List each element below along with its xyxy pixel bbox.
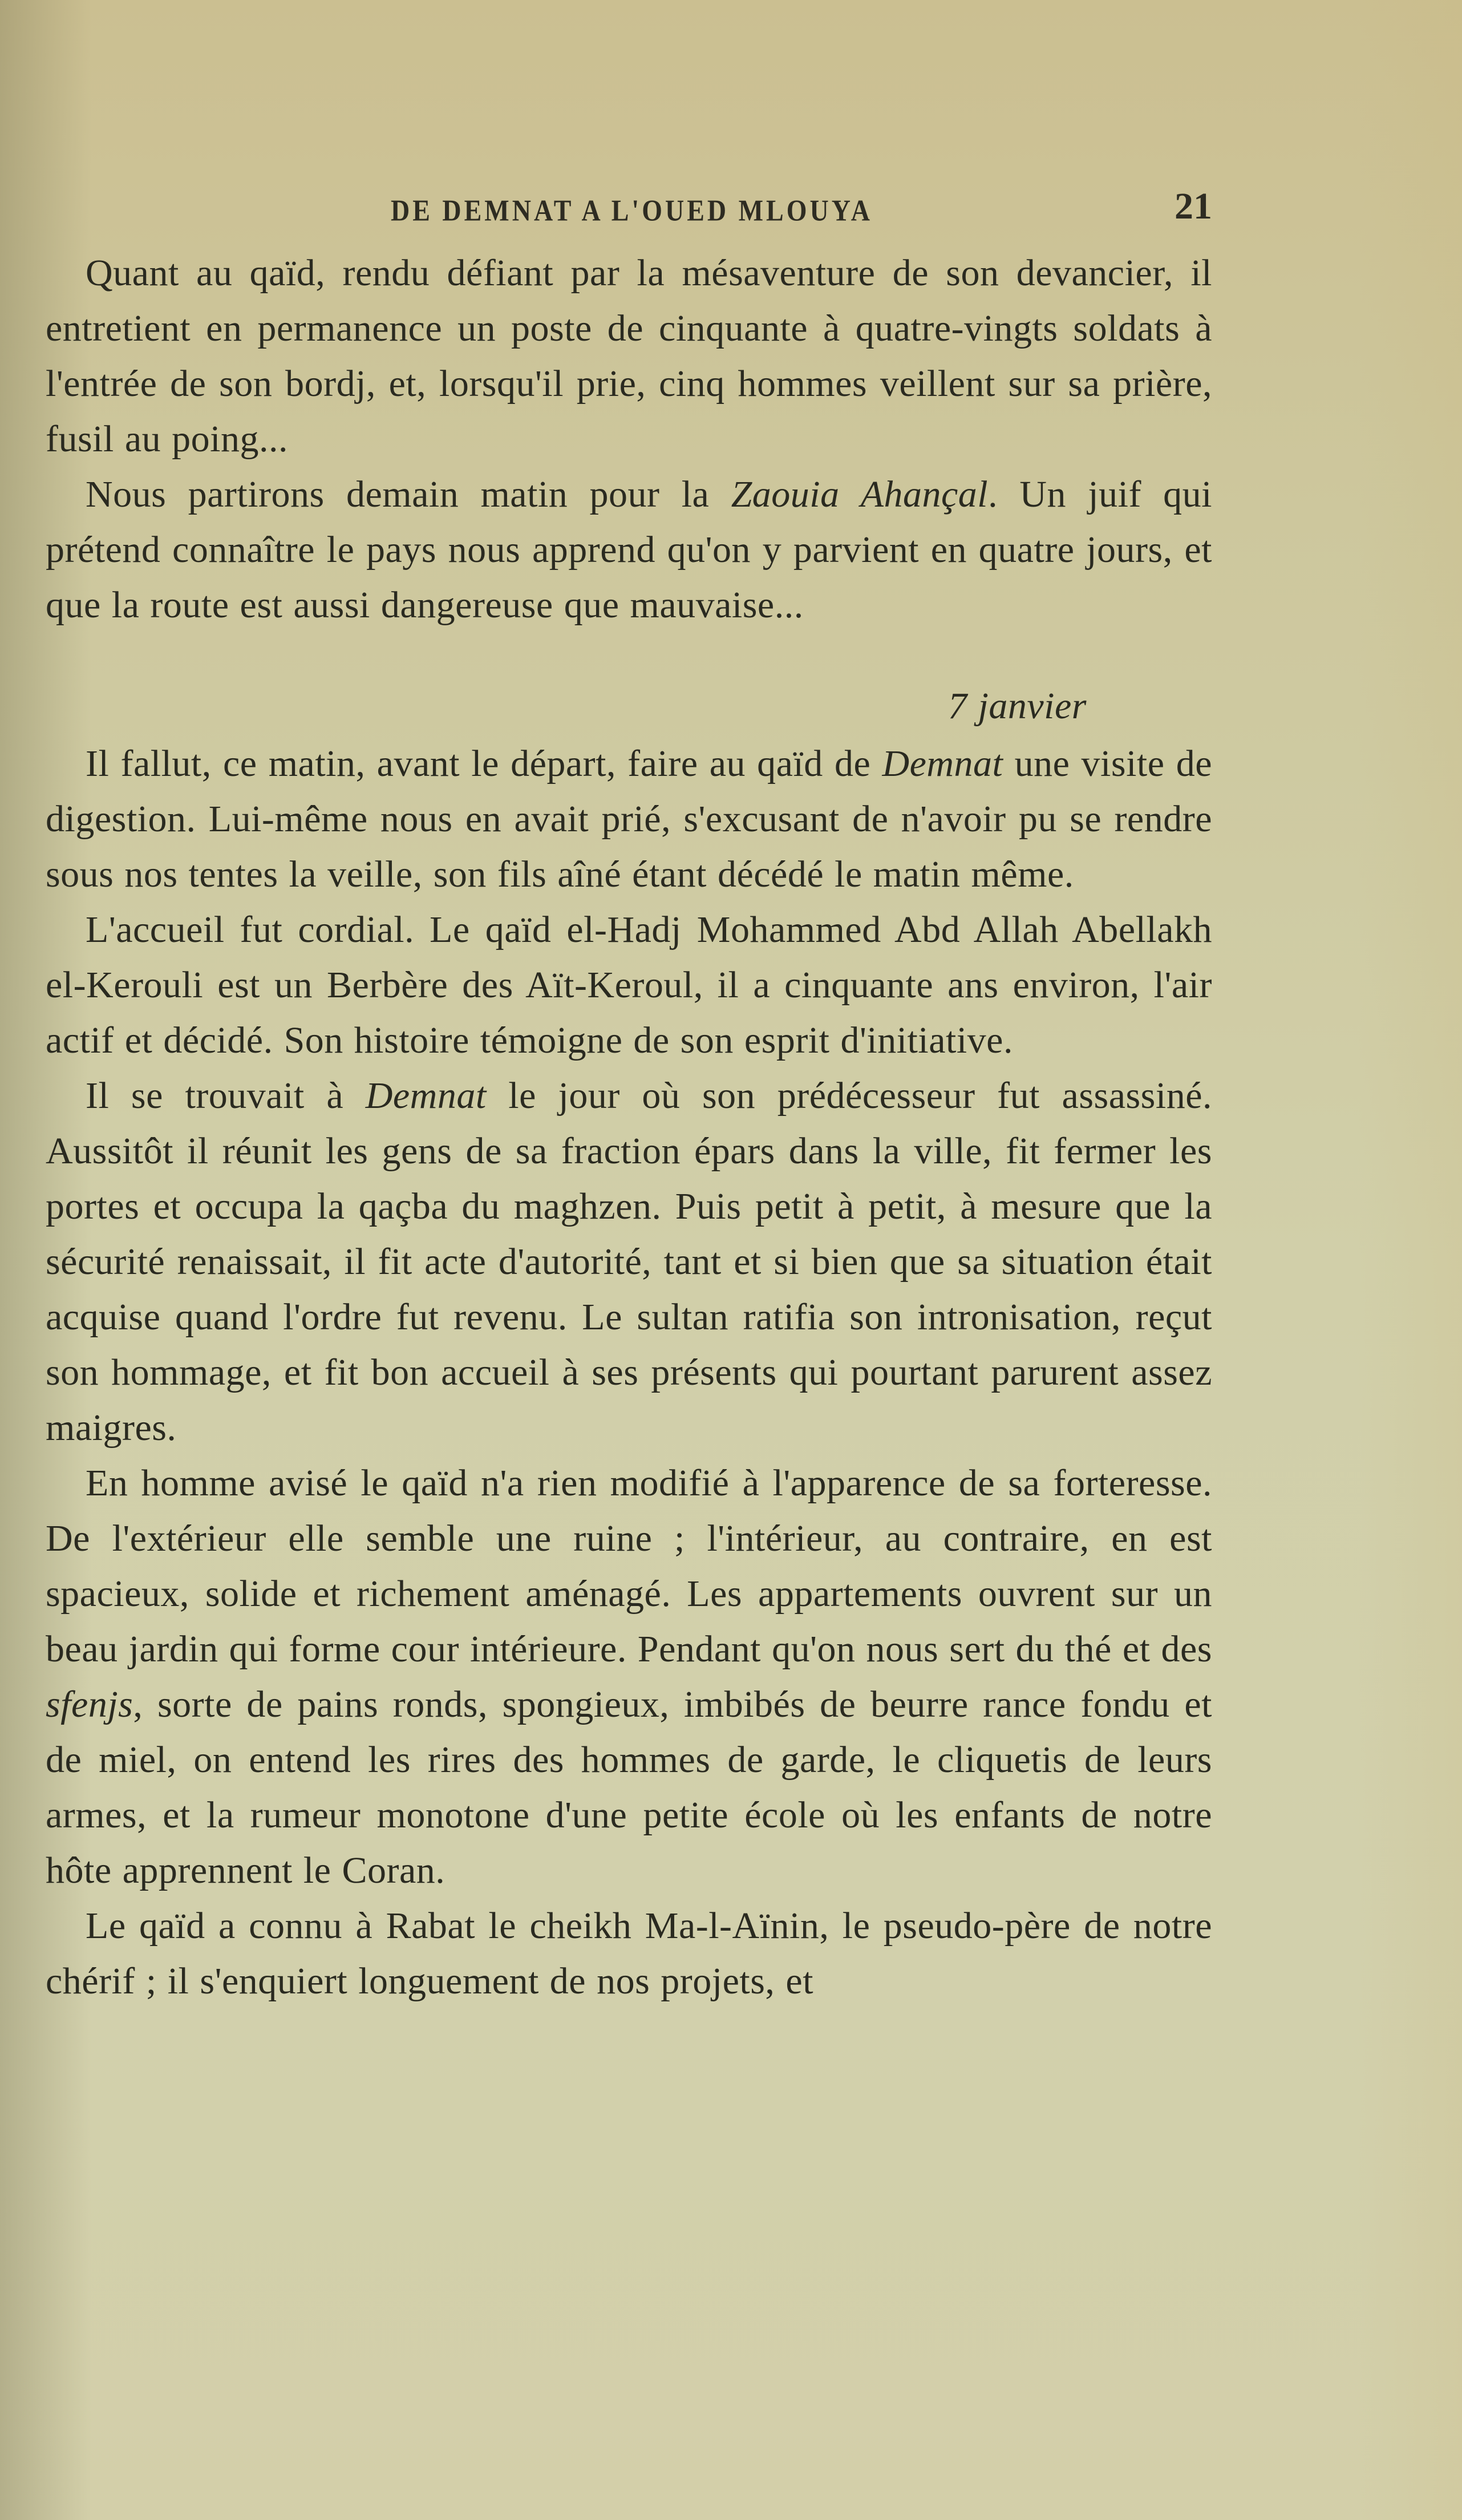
paragraph	[46, 1898, 1212, 2009]
text-segment: L'accueil fut cordial. Le qaïd el-Hadj Mohammed Abd Allah Abellakh el-Kerouli est un Berbère des Aït-Keroul, il a cinquante ans environ, l'air actif et décidé. Son histoire témoigne de son esprit d'initiative.	[46, 909, 1212, 1061]
paragraph	[46, 245, 1212, 467]
text-segment: le jour où son prédécesseur fut assassiné. Aussitôt il réunit les gens de sa fraction épars dans la ville, fit fermer les portes et occupa la qaçba du maghzen. Puis petit à petit, à mesure que la sécurité renaissait, il fit acte d'autorité, tant et si bien que sa situation était acquise quand l'ordre fut revenu. Le sultan ratifia son intronisation, reçut son hommage, et fit bon accueil à ses présents qui pourtant parurent assez maigres.	[46, 1075, 1212, 1449]
text-segment: Le qaïd a connu à Rabat le cheikh Ma-l-Aïnin, le pseudo-père de notre chérif ; il s'enquiert longuement de nos projets, et	[46, 1905, 1212, 2002]
italic-term: Zaouia Ahançal	[731, 474, 989, 515]
page-number: 21	[1175, 185, 1212, 227]
paragraph	[46, 902, 1212, 1068]
paragraph	[46, 736, 1212, 902]
text-segment: , sorte de pains ronds, spongieux, imbibés de beurre rance fondu et de miel, on entend les rires des hommes de garde, le cliquetis de leurs armes, et la rumeur monotone d'une petite école où les enfants de notre hôte apprennent le Coran.	[46, 1684, 1212, 1891]
text-segment: . Un juif qui prétend connaître le pays nous apprend qu'on y parvient en quatre jours, et que la route est aussi dangereuse que mauvaise...	[46, 474, 1212, 626]
text-segment: En homme avisé le qaïd n'a rien modifié à l'apparence de sa forteresse. De l'extérieur elle semble une ruine ; l'intérieur, au contraire, en est spacieux, solide et richement aménagé. Les appartements ouvrent sur un beau jardin qui forme cour intérieure. Pendant qu'on nous sert du thé et des	[46, 1462, 1212, 1670]
body-text	[46, 245, 1212, 2009]
italic-term: Demnat	[882, 743, 1003, 784]
text-segment: une visite de digestion. Lui-même nous en avait prié, s'excusant de n'avoir pu se rendre sous nos tentes la veille, son fils aîné étant décédé le matin même.	[46, 743, 1212, 895]
running-title: DE DEMNAT A L'OUED MLOUYA	[391, 193, 873, 227]
paragraph	[46, 467, 1212, 633]
paragraph	[46, 1068, 1212, 1455]
book-page	[46, 171, 1212, 2009]
running-head	[46, 171, 1212, 234]
text-segment: Il se trouvait à	[86, 1075, 366, 1117]
text-segment: Il fallut, ce matin, avant le départ, faire au qaïd de	[86, 743, 882, 784]
text-segment: Nous partirons demain matin pour la	[86, 474, 731, 515]
italic-term: sfenjs	[46, 1684, 133, 1725]
dateline: 7 janvier	[948, 685, 1087, 727]
text-segment: Quant au qaïd, rendu défiant par la mésaventure de son devancier, il entretient en permanence un poste de cinquante à quatre-vingts soldats à l'entrée de son bordj, et, lorsqu'il prie, cinq hommes veillent sur sa prière, fusil au poing...	[46, 252, 1212, 460]
paragraph	[46, 1455, 1212, 1898]
italic-term: Demnat	[365, 1075, 487, 1117]
